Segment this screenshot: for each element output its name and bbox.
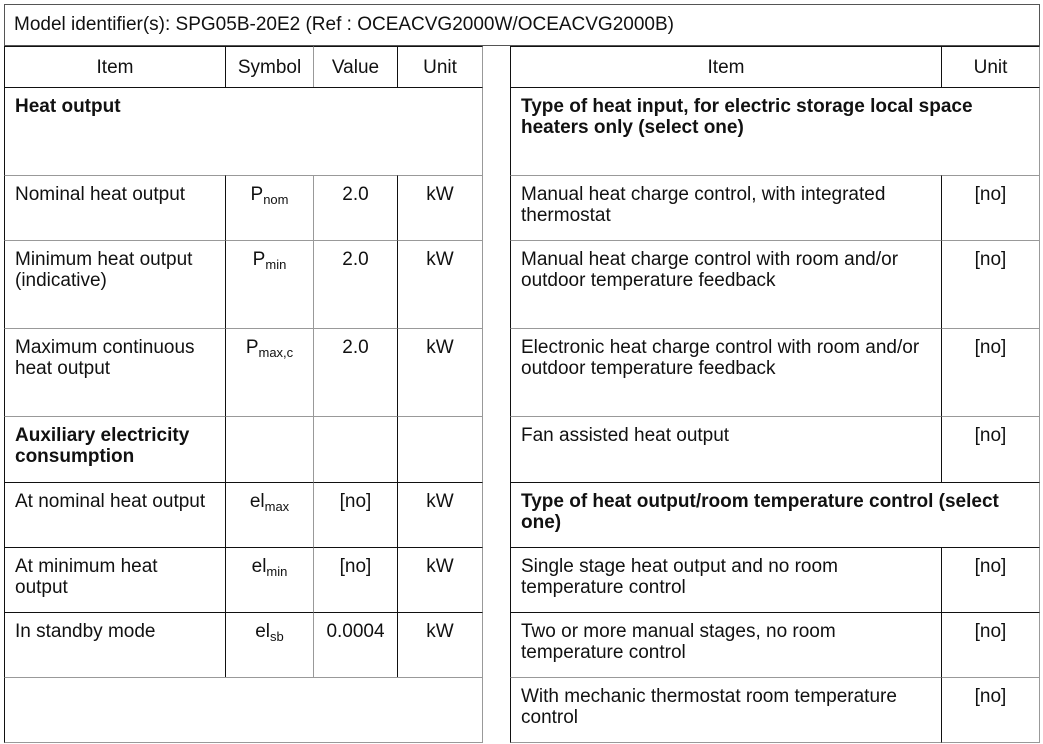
row-mechanic-thermostat-item: With mechanic thermostat room temperature control bbox=[510, 677, 941, 743]
row-mechanic-thermostat-unit: [no] bbox=[941, 677, 1040, 743]
model-identifier-title: Model identifier(s): SPG05B-20E2 (Ref : OCEACVG2000W/OCEACVG2000B) bbox=[4, 4, 1040, 46]
section-heat-output: Heat output bbox=[4, 87, 483, 175]
left-header-symbol: Symbol bbox=[225, 46, 313, 87]
left-empty-row bbox=[4, 677, 483, 743]
row-maximum-unit: kW bbox=[397, 328, 483, 416]
row-minimum-value: 2.0 bbox=[313, 240, 397, 328]
aux-value-empty bbox=[313, 416, 397, 482]
row-fan-assisted-unit: [no] bbox=[941, 416, 1040, 482]
row-manual-integrated-unit: [no] bbox=[941, 175, 1040, 240]
row-electronic-unit: [no] bbox=[941, 328, 1040, 416]
aux-symbol-empty bbox=[225, 416, 313, 482]
row-at-minimum-unit: kW bbox=[397, 547, 483, 612]
row-manual-room-unit: [no] bbox=[941, 240, 1040, 328]
row-at-nominal-item: At nominal heat output bbox=[4, 482, 225, 547]
row-manual-room-item: Manual heat charge control with room and/or outdoor temperature feedback bbox=[510, 240, 941, 328]
row-nominal-symbol: $P_{nom}$ bbox=[225, 175, 313, 240]
row-nominal-unit: kW bbox=[397, 175, 483, 240]
row-at-nominal-unit: kW bbox=[397, 482, 483, 547]
row-at-nominal-symbol: $el_{max}$ bbox=[225, 482, 313, 547]
row-electronic-item: Electronic heat charge control with room and/or outdoor temperature feedback bbox=[510, 328, 941, 416]
row-standby-unit: kW bbox=[397, 612, 483, 677]
right-header-unit: Unit bbox=[941, 46, 1040, 87]
row-standby-value: 0.0004 bbox=[313, 612, 397, 677]
row-two-manual-unit: [no] bbox=[941, 612, 1040, 677]
row-at-nominal-value: [no] bbox=[313, 482, 397, 547]
aux-unit-empty bbox=[397, 416, 483, 482]
row-manual-integrated-item: Manual heat charge control, with integrated thermostat bbox=[510, 175, 941, 240]
row-minimum-symbol: $P_{min}$ bbox=[225, 240, 313, 328]
row-single-stage-unit: [no] bbox=[941, 547, 1040, 612]
row-nominal-item: Nominal heat output bbox=[4, 175, 225, 240]
row-at-minimum-item: At minimum heat output bbox=[4, 547, 225, 612]
row-maximum-symbol: $P_{max,c}$ bbox=[225, 328, 313, 416]
row-single-stage-item: Single stage heat output and no room temperature control bbox=[510, 547, 941, 612]
row-minimum-item: Minimum heat output (indicative) bbox=[4, 240, 225, 328]
row-at-minimum-symbol: $el_{min}$ bbox=[225, 547, 313, 612]
row-standby-item: In standby mode bbox=[4, 612, 225, 677]
row-two-manual-item: Two or more manual stages, no room temperature control bbox=[510, 612, 941, 677]
row-minimum-unit: kW bbox=[397, 240, 483, 328]
left-header-item: Item bbox=[4, 46, 225, 87]
row-fan-assisted-item: Fan assisted heat output bbox=[510, 416, 941, 482]
section-heat-input-type: Type of heat input, for electric storage local space heaters only (select one) bbox=[510, 87, 1040, 175]
row-at-minimum-value: [no] bbox=[313, 547, 397, 612]
left-header-unit: Unit bbox=[397, 46, 483, 87]
section-auxiliary-electricity: Auxiliary electricity consumption bbox=[4, 416, 225, 482]
left-header-value: Value bbox=[313, 46, 397, 87]
row-nominal-value: 2.0 bbox=[313, 175, 397, 240]
section-heat-output-control-type: Type of heat output/room temperature control (select one) bbox=[510, 482, 1040, 547]
row-standby-symbol: $el_{sb}$ bbox=[225, 612, 313, 677]
row-maximum-value: 2.0 bbox=[313, 328, 397, 416]
row-maximum-item: Maximum continuous heat output bbox=[4, 328, 225, 416]
right-header-item: Item bbox=[510, 46, 941, 87]
